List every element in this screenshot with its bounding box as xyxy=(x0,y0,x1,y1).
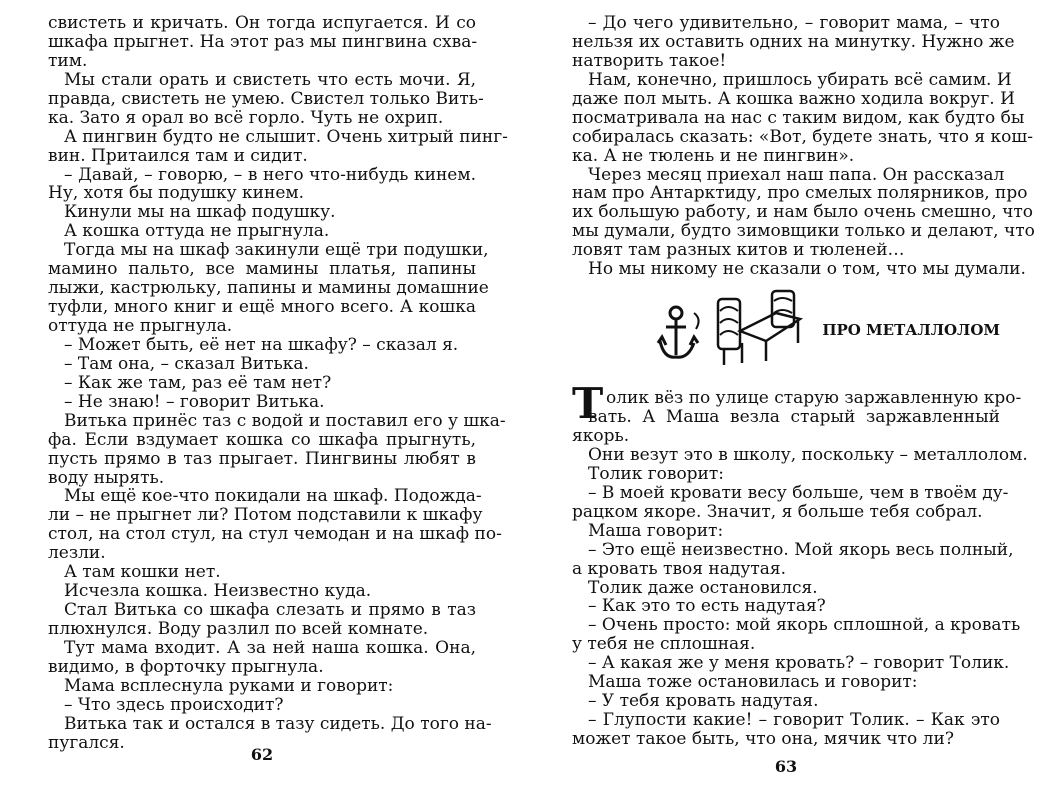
text-line: а кровать твоя надутая. xyxy=(572,558,786,579)
text-line: – Что здесь происходит? xyxy=(64,694,284,715)
right-page-text-bottom xyxy=(572,407,1028,749)
text-line: Толик говорит: xyxy=(588,463,725,484)
right-page-text-top xyxy=(572,13,1035,280)
text-line: ловят там разных китов и тюленей… xyxy=(572,240,905,261)
text-line: стол, на стол стул, на стул чемодан и на шкаф по- xyxy=(48,524,502,545)
text-line: ка. А не тюлень и не пингвин». xyxy=(572,145,855,166)
text-line: – Глупости какие! – говорит Толик. – Как это xyxy=(588,710,1000,731)
text-line: лыжи, кастрюльку, папины и мамины домашние xyxy=(48,278,489,299)
text-line: Тут мама входит. А за ней наша кошка. Она, xyxy=(64,637,476,658)
text-line: Толик даже остановился. xyxy=(588,577,818,598)
text-line: – Это ещё неизвестно. Мой якорь весь полный, xyxy=(588,539,1014,560)
text-line: А кошка оттуда не прыгнула. xyxy=(64,221,330,242)
text-line: воду нырять. xyxy=(48,467,165,488)
text-line: – Может быть, её нет на шкафу? – сказал я. xyxy=(64,334,459,355)
text-line: вать. А Маша везла старый заржавленный xyxy=(588,407,1000,428)
text-line: – Очень просто: мой якорь сплошной, а кровать xyxy=(588,615,1021,636)
text-line: – В моей кровати весу больше, чем в твоём ду- xyxy=(588,482,1009,503)
page-number-left: 62 xyxy=(250,745,274,764)
page-number-right: 63 xyxy=(774,757,798,776)
text-line: мы думали, будто зимовщики только и делают, что xyxy=(572,221,1035,242)
anchor-icon xyxy=(658,307,699,357)
first-line-text: олик вёз по улице старую заржавленную кро- xyxy=(606,388,1022,409)
text-line: А пингвин будто не слышит. Очень хитрый пинг- xyxy=(64,126,508,147)
text-line: – До чего удивительно, – говорит мама, – что xyxy=(588,13,1000,33)
text-line: собиралась сказать: «Вот, будете знать, что я кош- xyxy=(572,126,1033,147)
chapter-heading xyxy=(572,279,1000,389)
text-line: нам про Антарктиду, про смелых полярников, про xyxy=(572,183,1028,204)
text-line: – Там она, – сказал Витька. xyxy=(64,353,309,374)
left-page xyxy=(48,13,508,784)
text-line: нельзя их оставить одних на минутку. Нужно же xyxy=(572,31,1015,52)
text-line: натворить такое! xyxy=(572,50,727,71)
right-page xyxy=(572,13,1035,784)
text-line: рацком якоре. Значит, я больше тебя собрал. xyxy=(572,501,983,522)
text-line: оттуда не прыгнула. xyxy=(48,316,233,336)
text-line: Маша тоже остановилась и говорит: xyxy=(588,672,918,693)
anchor-and-bed-illustration xyxy=(654,283,804,373)
text-line: Витька так и остался в тазу сидеть. До того на- xyxy=(64,713,492,734)
text-line: видимо, в форточку прыгнула. xyxy=(48,656,324,677)
text-line: Стал Витька со шкафа слезать и прямо в таз xyxy=(64,600,476,621)
text-line: Они везут это в школу, поскольку – металлолом. xyxy=(588,444,1028,465)
text-line: вин. Притаился там и сидит. xyxy=(48,145,308,166)
text-line: – Давай, – говорю, – в него что-нибудь кинем. xyxy=(64,164,476,185)
text-line: плюхнулся. Воду разлил по всей комнате. xyxy=(48,619,429,639)
text-line: свистеть и кричать. Он тогда испугается. И со xyxy=(48,13,476,33)
text-line: посматривала на нас с таким видом, как будто бы xyxy=(572,107,1025,128)
text-line: Мама всплеснула руками и говорит: xyxy=(64,675,394,696)
chapter-title: ПРО МЕТАЛЛОЛОМ xyxy=(822,321,1000,340)
text-line: пусть прямо в таз прыгает. Пингвины любят в xyxy=(48,448,476,469)
text-line: Но мы никому не сказали о том, что мы думали. xyxy=(588,259,1026,280)
text-line: шкафа прыгнет. На этот раз мы пингвина схва- xyxy=(48,31,478,52)
text-line: – Как это то есть надутая? xyxy=(588,596,826,617)
text-line: может такое быть, что она, мячик что ли? xyxy=(572,729,954,749)
text-line: даже пол мыть. А кошка важно ходила вокруг. И xyxy=(572,88,1015,109)
drop-cap: Т xyxy=(572,379,604,429)
text-line: их большую работу, и нам было очень смешно, что xyxy=(572,202,1033,223)
text-line: у тебя не сплошная. xyxy=(572,634,756,655)
text-line: Исчезла кошка. Неизвестно куда. xyxy=(64,581,372,602)
text-line: – У тебя кровать надутая. xyxy=(588,691,819,712)
text-line: Маша говорит: xyxy=(588,520,724,541)
text-line: Нам, конечно, пришлось убирать всё самим. И xyxy=(588,69,1012,90)
text-line: А там кошки нет. xyxy=(64,562,221,583)
text-line: мамино пальто, все мамины платья, папины xyxy=(48,259,476,280)
text-line: Ну, хотя бы подушку кинем. xyxy=(48,183,305,204)
text-line: – Как же там, раз её там нет? xyxy=(64,372,332,393)
text-line: – А какая же у меня кровать? – говорит Толик. xyxy=(588,653,1010,674)
text-line: якорь. xyxy=(572,426,630,446)
text-line: правда, свистеть не умею. Свистел только Вить- xyxy=(48,88,484,109)
text-line: пугался. xyxy=(48,732,125,753)
text-line: ли – не прыгнет ли? Потом подставили к шкафу xyxy=(48,505,483,526)
left-page-text xyxy=(48,13,508,753)
text-line: Кинули мы на шкаф подушку. xyxy=(64,202,336,223)
text-line: Витька принёс таз с водой и поставил его у шка- xyxy=(64,410,506,431)
text-line: Мы стали орать и свистеть что есть мочи. Я, xyxy=(64,69,476,90)
text-line: ка. Зато я орал во всё горло. Чуть не охрип. xyxy=(48,107,444,128)
text-line: туфли, много книг и ещё много всего. А кошка xyxy=(48,297,476,318)
text-line: Тогда мы на шкаф закинули ещё три подушки, xyxy=(64,240,489,261)
text-line: Через месяц приехал наш папа. Он рассказал xyxy=(588,164,1005,185)
bed-icon xyxy=(718,291,800,365)
text-line: – Не знаю! – говорит Витька. xyxy=(64,391,325,412)
text-line: Мы ещё кое-что покидали на шкаф. Подожда- xyxy=(64,486,482,507)
text-line: фа. Если вздумает кошка со шкафа прыгнуть, xyxy=(48,429,476,450)
text-line: лезли. xyxy=(48,543,106,564)
text-line: тим. xyxy=(48,50,88,71)
